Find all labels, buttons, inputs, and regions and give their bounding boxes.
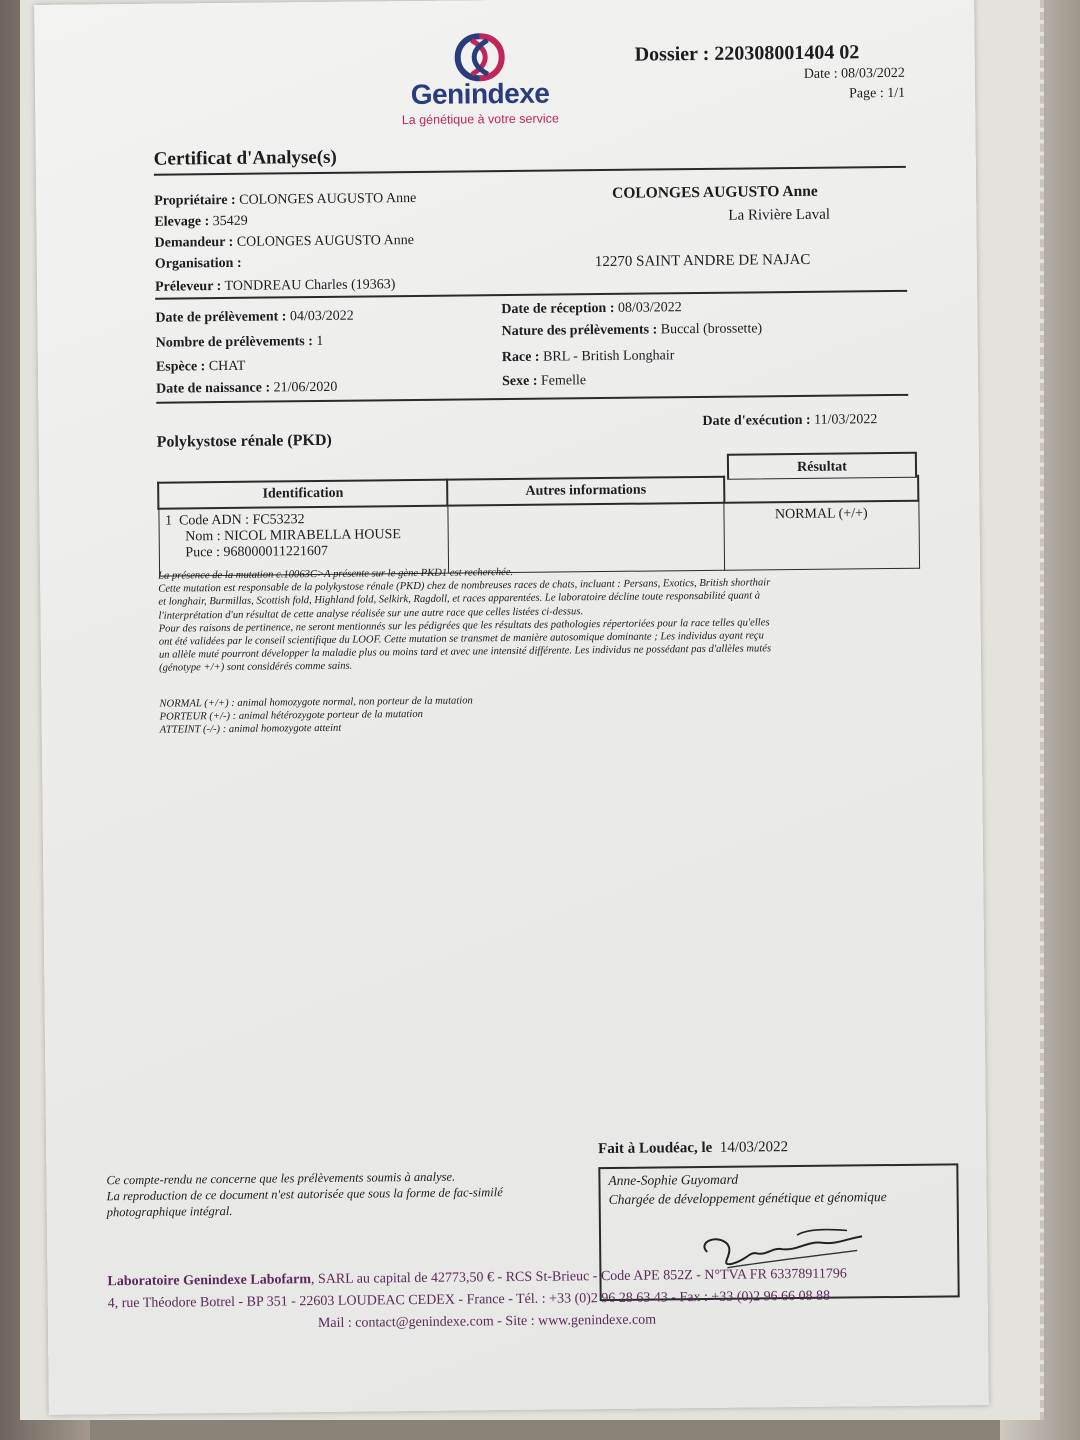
preleveur-field: Préleveur : TONDREAU Charles (19363) xyxy=(155,277,396,295)
dossier-number: Dossier : 220308001404 02 xyxy=(634,41,860,66)
race-field: Race : BRL - British Longhair xyxy=(501,348,675,366)
result-header-spacer xyxy=(724,475,919,503)
date-naissance-field: Date de naissance : 21/06/2020 xyxy=(156,379,338,397)
analysis-name: Polykystose rénale (PKD) xyxy=(156,431,332,451)
sexe-field: Sexe : Femelle xyxy=(502,373,587,390)
logo-name: Genindexe xyxy=(410,77,550,111)
address-name: COLONGES AUGUSTO Anne xyxy=(612,182,818,202)
address-street: La Rivière Laval xyxy=(728,206,831,224)
espece-field: Espèce : CHAT xyxy=(155,358,246,375)
owner-field: Propriétaire : COLONGES AUGUSTO Anne xyxy=(154,190,417,209)
genotype-legend: NORMAL (+/+) : animal homozygote normal, non porteur de la mutation PORTEUR (+/-) : animal hétérozygote porteur de la mutation ATTEINT (-/-) : animal homozygote atteint xyxy=(159,695,473,737)
certificate-page xyxy=(34,0,989,1415)
footer-contact: Mail : contact@genindexe.com - Site : www.genindexe.com xyxy=(317,1312,657,1332)
organisation-field: Organisation : xyxy=(154,255,242,272)
genindexe-logo-icon xyxy=(449,30,510,85)
nature-prelevements-field: Nature des prélèvements : Buccal (brossette) xyxy=(501,321,763,340)
signatory-role: Chargée de développement génétique et génomique xyxy=(608,1189,887,1208)
execution-date-field: Date d'exécution : 11/03/2022 xyxy=(702,412,878,429)
other-info-header: Autres informations xyxy=(448,477,724,506)
identification-header: Identification xyxy=(158,480,448,509)
page-number: Page : 1/1 xyxy=(849,85,906,102)
header-date: Date : 08/03/2022 xyxy=(803,65,905,82)
signatory-name: Anne-Sophie Guyomard xyxy=(608,1171,739,1189)
logo-tagline: La génétique à votre service xyxy=(401,111,559,128)
footer-address: 4, rue Théodore Botrel - BP 351 - 22603 LOUDEAC CEDEX - France - Tél. : +33 (0)2 96 28 63 43 - Fax : +33 (0)2 96 66 08 88 xyxy=(107,1288,831,1312)
result-column-header: Résultat xyxy=(727,452,917,480)
analysis-notes: La présence de la mutation c.10063C>A présente sur le gène PKD1 est recherchée. Cette mutation est responsable de la polykystose rénale (PKD) chez de nombreuses races de chats, incluant : Persans, Exotics, British shorthair et longhair, Burmillas, Scottish fold, Highland fold, Selkirk, Ragdoll, et races apparentées. Le laboratoire décline toute responsabilité quant à l'interprétation d'un résultat de cette analyse réalisée sur une autre race que celles listées ci-dessus. Pour des raisons de pertinence, ne seront mentionnés sur les pédigrées que les résultats des pathologies répertoriées pour la race telles qu'elles ont été validées par le conseil scientifique du LOOF. Cette mutation se transmet de manière autosomique dominante ; Les individus ayant reçu un allèle muté pourront développer la maladie plus ou moins tard et avec une intensité différente. Les individus ne possédant pas d'allèles mutés (génotype +/+) sont considérés comme sains. xyxy=(158,566,772,675)
animal-name: Nom : NICOL MIRABELLA HOUSE xyxy=(185,527,401,545)
disclaimer: Ce compte-rendu ne concerne que les prélèvements soumis à analyse. La reproduction de ce document n'est autorisée que sous la forme de fac-similé photographique intégral. xyxy=(106,1169,503,1220)
identification-cell: 1 Code ADN : FC53232 Nom : NICOL MIRABELLA HOUSE Puce : 968000011221607 xyxy=(158,506,448,577)
signature-place-date: Fait à Loudéac, le 14/03/2022 xyxy=(598,1139,789,1158)
microchip-number: Puce : 968000011221607 xyxy=(185,543,329,561)
date-prelevement-field: Date de prélèvement : 04/03/2022 xyxy=(155,308,354,326)
elevage-field: Elevage : 35429 xyxy=(154,213,248,230)
results-table xyxy=(157,474,920,577)
date-reception-field: Date de réception : 08/03/2022 xyxy=(501,300,682,318)
address-city: 12270 SAINT ANDRE DE NAJAC xyxy=(594,251,811,271)
footer-company: Laboratoire Genindexe Labofarm, SARL au capital de 42773,50 € - RCS St-Brieuc - Code APE 852Z - N°TVA FR 63378911796 xyxy=(107,1266,847,1290)
nombre-prelevements-field: Nombre de prélèvements : 1 xyxy=(155,333,324,351)
dna-code: Code ADN : FC53232 xyxy=(178,512,305,529)
page-title: Certificat d'Analyse(s) xyxy=(153,146,337,170)
result-value: NORMAL (+/+) xyxy=(724,501,919,571)
other-info-cell xyxy=(448,503,725,573)
demandeur-field: Demandeur : COLONGES AUGUSTO Anne xyxy=(154,232,414,251)
